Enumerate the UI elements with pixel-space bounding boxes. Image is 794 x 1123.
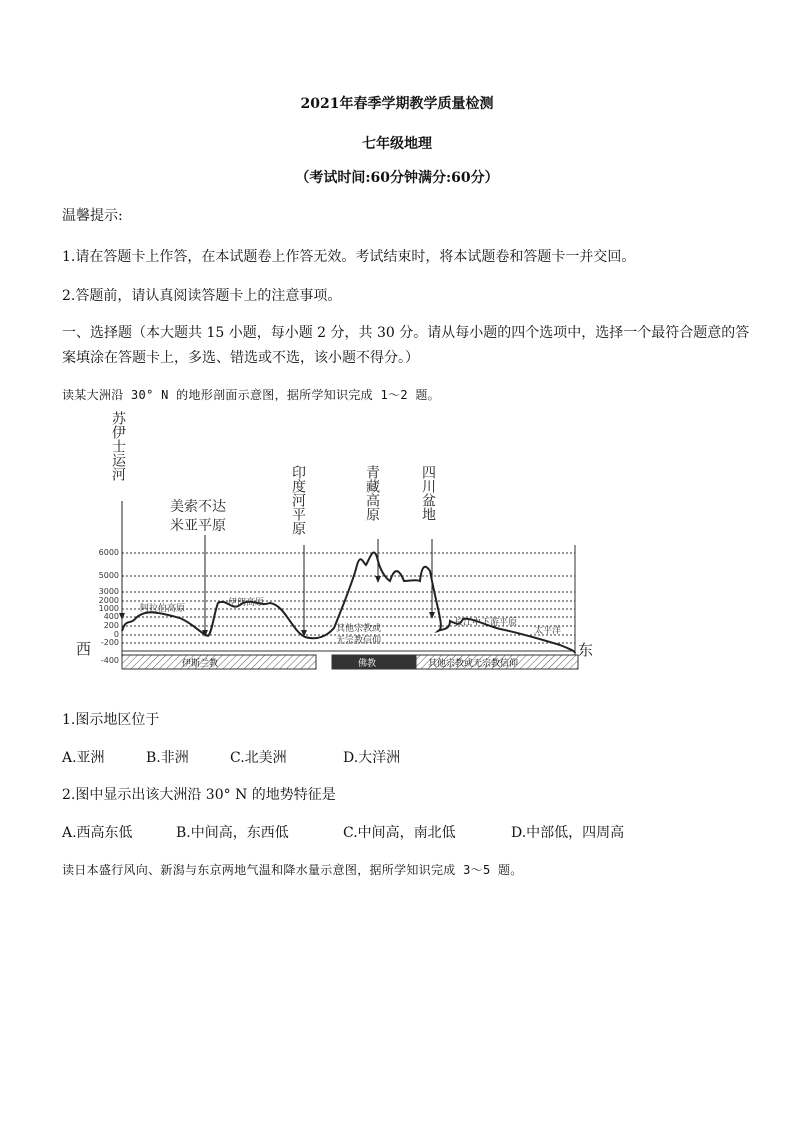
question-2-stem: 2.图中显示出该大洲沿 30° N 的地势特征是 xyxy=(62,787,336,803)
label-arabia: 阿拉伯高原 xyxy=(140,604,186,614)
y-tick-3000: 3000 xyxy=(98,587,119,596)
tips-item-2: 2.答题前，请认真阅读答题卡上的注意事项。 xyxy=(62,288,342,304)
label-yangtze: 长江中下游平原 xyxy=(454,618,518,628)
label-other-religion-2: 无宗教信仰 xyxy=(336,636,382,646)
q2-option-d: D.中部低，四周高 xyxy=(511,825,625,841)
label-mesopotamia-1: 美索不达 xyxy=(170,499,226,515)
q2-option-c: C.中间高，南北低 xyxy=(343,825,456,841)
label-indus: 印度河平原 xyxy=(290,465,306,535)
exam-subject: 七年级地理 xyxy=(362,136,432,152)
label-west: 西 xyxy=(76,640,92,658)
label-suez: 苏伊士运河 xyxy=(110,411,126,481)
label-iran: 伊朗高原 xyxy=(228,598,265,608)
y-tick-2000: 2000 xyxy=(98,596,119,605)
religion-label-buddhism: 佛教 xyxy=(358,659,377,669)
y-tick-5000: 5000 xyxy=(98,571,119,580)
intro-q1-2: 读某大洲沿 30° N 的地形剖面示意图，据所学知识完成 1～2 题。 xyxy=(62,388,440,402)
q1-option-a: A.亚洲 xyxy=(62,750,105,766)
y-tick-minus-200: -200 xyxy=(100,638,119,647)
question-1-stem: 1.图示地区位于 xyxy=(62,712,160,728)
y-tick-1000: 1000 xyxy=(98,604,119,613)
label-mesopotamia-2: 米亚平原 xyxy=(170,518,226,534)
religion-label-islam: 伊斯兰教 xyxy=(182,659,219,669)
tips-item-1: 1.请在答题卡上作答，在本试题卷上作答无效。考试结束时，将本试题卷和答题卡一并交回。 xyxy=(62,249,636,265)
religion-label-other: 其他宗教或无宗教信仰 xyxy=(428,659,519,669)
y-tick-6000: 6000 xyxy=(98,548,119,557)
y-tick-0: 0 xyxy=(113,630,119,639)
q1-option-c: C.北美洲 xyxy=(230,750,287,766)
q1-option-b: B.非洲 xyxy=(146,750,189,766)
intro-q3-5: 读日本盛行风向、新潟与东京两地气温和降水量示意图，据所学知识完成 3～5 题。 xyxy=(62,863,523,877)
label-sichuan: 四川盆地 xyxy=(420,465,436,521)
q2-option-a: A.西高东低 xyxy=(62,825,133,841)
label-pacific: 太平洋 xyxy=(534,626,562,636)
exam-title: 2021年春季学期教学质量检测 xyxy=(300,96,494,112)
religion-bar-islam xyxy=(122,655,316,669)
tips-heading: 温馨提示: xyxy=(62,208,123,224)
q2-option-b: B.中间高，东西低 xyxy=(176,825,289,841)
terrain-profile-figure xyxy=(60,393,600,678)
label-other-religion-1: 其他宗教或 xyxy=(336,624,382,634)
section1-instructions-line2: 案填涂在答题卡上，多选、错选或不选，该小题不得分。） xyxy=(62,350,419,366)
y-tick-minus-400: -400 xyxy=(100,656,119,665)
section1-instructions-line1: 一、选择题（本大题共 15 小题，每小题 2 分，共 30 分。请从每小题的四个选项中，选择一个最符合题意的答 xyxy=(62,325,750,341)
label-east: 东 xyxy=(578,641,594,659)
q1-option-d: D.大洋洲 xyxy=(343,750,401,766)
y-tick-200: 200 xyxy=(103,621,119,630)
label-tibet: 青藏高原 xyxy=(364,465,380,521)
y-tick-400: 400 xyxy=(103,612,119,621)
exam-time-note: （考试时间:60分钟满分:60分） xyxy=(295,170,499,186)
